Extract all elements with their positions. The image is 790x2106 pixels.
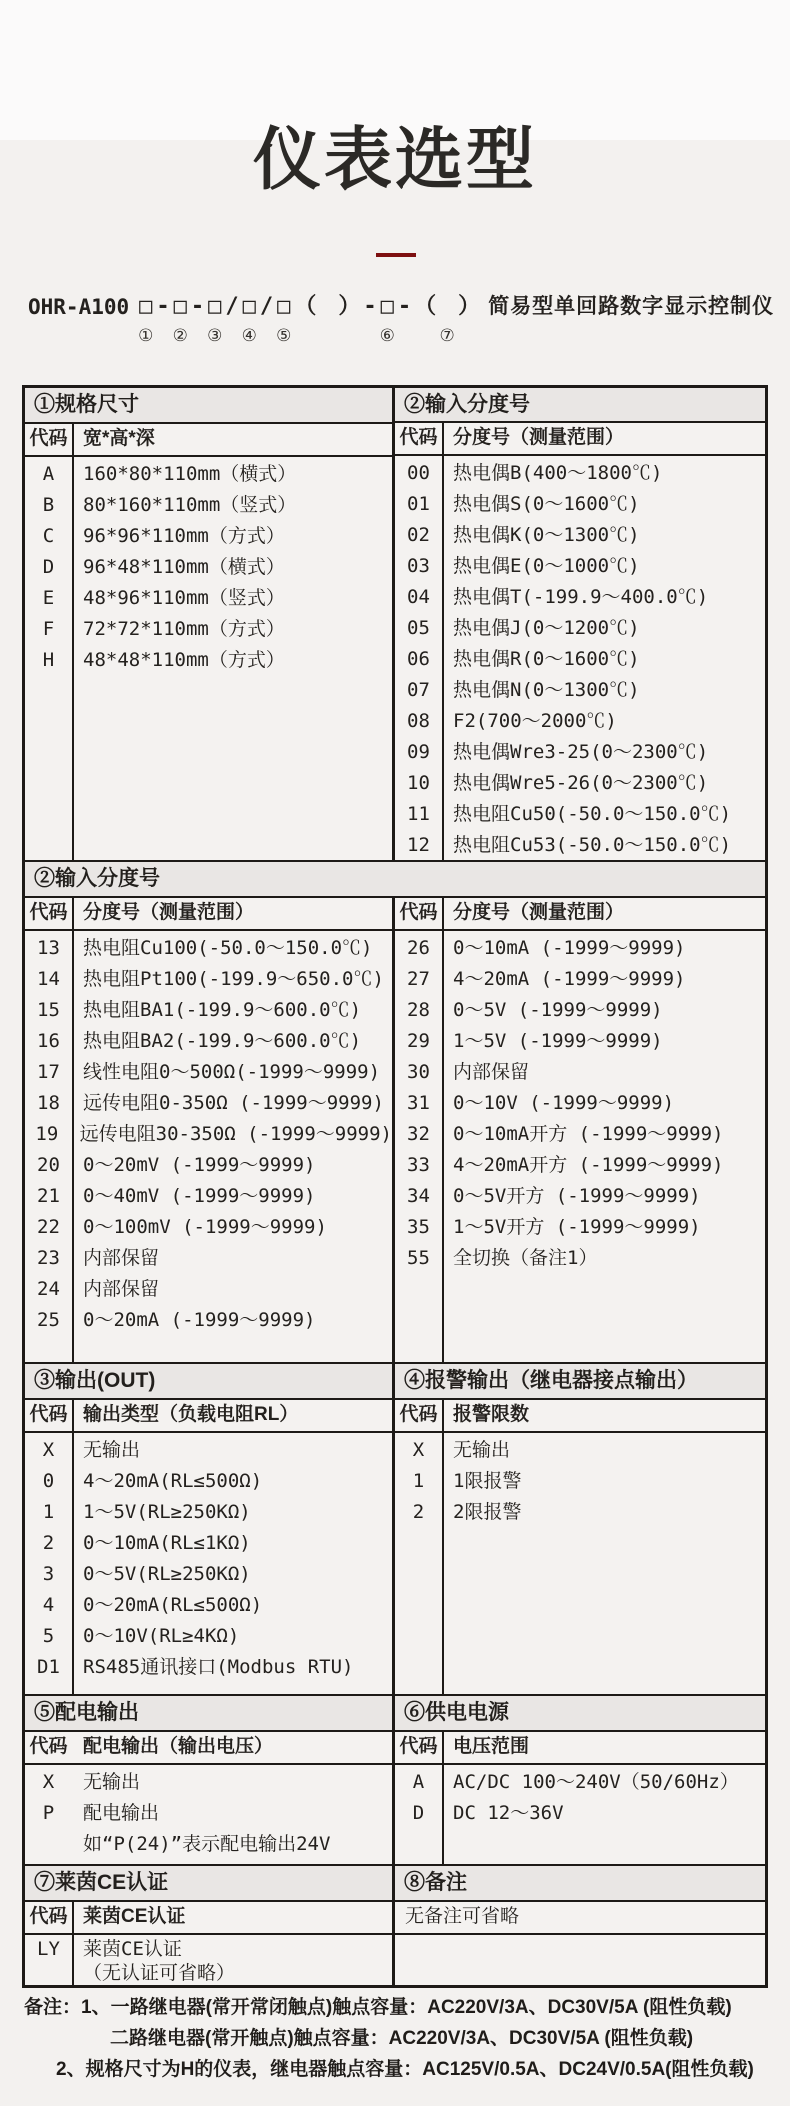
model-code-line [28, 292, 774, 346]
row-code: 23 [37, 1247, 60, 1269]
row-desc: 无输出 [83, 1439, 141, 1461]
row-desc: 0～40mV (-1999～9999) [83, 1185, 316, 1207]
row-code: 00 [407, 462, 430, 484]
footnote-line: 备注：1、一路继电器(常开常闭触点)触点容量：AC220V/3A、DC30V/5A (阻性负载) [24, 1997, 732, 2018]
row-code: 31 [407, 1092, 430, 1114]
row-desc: 0～10V (-1999～9999) [453, 1092, 675, 1114]
table-row [395, 1243, 765, 1274]
column-divider [72, 424, 74, 860]
row-desc: 0～5V(RL≥250KΩ) [83, 1563, 251, 1585]
section-input-range-b-title: ②输入分度号 [25, 862, 765, 898]
block-size-and-input [25, 388, 765, 860]
row-desc: 1～5V(RL≥250KΩ) [83, 1501, 251, 1523]
block-cert-and-remark [25, 1864, 765, 1985]
table-row [395, 458, 765, 489]
model-field-box: □ [208, 294, 222, 319]
table-row [25, 1274, 392, 1305]
row-desc: 0～10V(RL≥4KΩ) [83, 1625, 240, 1647]
section-size-spec-title: ①规格尺寸 [25, 388, 392, 424]
section-remark [395, 1866, 765, 1985]
col-header-desc: 报警限数 [453, 1404, 530, 1425]
row-desc: F2(700～2000℃) [453, 710, 617, 732]
col-header-code: 代码 [399, 1736, 438, 1757]
table-row [395, 1119, 765, 1150]
model-token [207, 292, 222, 346]
table-row [25, 1466, 392, 1497]
row-desc: 无输出 [83, 1771, 141, 1793]
row-code: 34 [407, 1185, 430, 1207]
row-desc: 0～20mA(RL≤500Ω) [83, 1594, 263, 1616]
table-row [395, 1497, 765, 1528]
row-code [25, 1961, 72, 1985]
table-row [25, 1305, 392, 1336]
row-code: C [42, 525, 55, 547]
table-row [25, 490, 392, 521]
row-code: 15 [37, 999, 60, 1021]
table-row [25, 933, 392, 964]
row-desc: 0～20mV (-1999～9999) [83, 1154, 316, 1176]
table-row [25, 521, 392, 552]
row-desc: 0～10mA (-1999～9999) [453, 937, 686, 959]
table-row [25, 964, 392, 995]
row-code: 13 [37, 937, 60, 959]
table-row [395, 768, 765, 799]
row-code: 55 [407, 1247, 430, 1269]
table-row [395, 1057, 765, 1088]
row-code: 17 [37, 1061, 60, 1083]
row-desc: 热电阻Pt100(-199.9～650.0℃) [83, 968, 384, 990]
table-row [25, 1590, 392, 1621]
col-header-code: 代码 [29, 902, 68, 923]
model-field-box: （ ） [294, 294, 361, 319]
table-row [395, 1181, 765, 1212]
section-output [25, 1364, 395, 1694]
model-field-box: □ [277, 294, 291, 319]
col-header-code: 代码 [399, 902, 438, 923]
row-desc: 4～20mA(RL≤500Ω) [83, 1470, 263, 1492]
table-row [395, 799, 765, 830]
row-desc: 全切换（备注1） [453, 1247, 598, 1269]
table-row [395, 675, 765, 706]
row-code: P [42, 1802, 55, 1824]
row-desc: （无认证可省略） [83, 1962, 236, 1984]
model-token [294, 292, 360, 346]
model-field-box: □ [139, 294, 153, 319]
row-code: 02 [407, 524, 430, 546]
model-field-box: - [156, 294, 170, 319]
row-desc: 2限报警 [453, 1501, 522, 1523]
row-code: 19 [35, 1123, 59, 1145]
row-desc: 内部保留 [83, 1278, 160, 1300]
row-code: 20 [37, 1154, 60, 1176]
table-row [25, 583, 392, 614]
column-divider [72, 1902, 74, 1985]
table-row [25, 1057, 392, 1088]
model-token [260, 292, 273, 346]
row-desc: 48*96*110mm（竖式） [83, 587, 285, 609]
section-distribution-output-title: ⑤配电输出 [25, 1696, 392, 1732]
row-desc: 0～5V开方 (-1999～9999) [453, 1185, 701, 1207]
row-code: 16 [37, 1030, 60, 1052]
table-row [395, 964, 765, 995]
table-row [25, 1652, 392, 1683]
table-row [25, 459, 392, 490]
row-code: 29 [407, 1030, 430, 1052]
col-header-desc: 分度号（测量范围） [83, 902, 255, 923]
row-desc: 160*80*110mm（横式） [83, 463, 297, 485]
footnote-line: 二路继电器(常开触点)触点容量：AC220V/3A、DC30V/5A (阻性负载) [110, 2028, 694, 2049]
model-field-box: / [225, 294, 239, 319]
row-desc: 热电偶N(0～1300℃) [453, 679, 640, 701]
section-ce-cert [25, 1866, 395, 1985]
model-token [414, 292, 480, 346]
row-code: 18 [37, 1092, 60, 1114]
row-code: D1 [37, 1656, 60, 1678]
row-desc: 线性电阻0～500Ω(-1999～9999) [83, 1061, 381, 1083]
section-size-spec [25, 388, 395, 860]
row-desc: 96*96*110mm（方式） [83, 525, 285, 547]
col-header-code: 代码 [29, 1906, 68, 1927]
table-row [395, 1026, 765, 1057]
model-field-box: - [363, 294, 377, 319]
col-header-desc: 分度号（测量范围） [453, 902, 625, 923]
model-field-box: □ [173, 294, 187, 319]
table-row [395, 520, 765, 551]
row-code: 2 [412, 1501, 425, 1523]
remark-note: 无备注可省略 [395, 1902, 765, 1935]
col-header-desc: 输出类型（负载电阻RL） [83, 1404, 299, 1425]
table-row [395, 644, 765, 675]
row-desc: 80*160*110mm（竖式） [83, 494, 297, 516]
row-code: 5 [42, 1625, 55, 1647]
subheader-row [25, 1902, 392, 1935]
row-code: 28 [407, 999, 430, 1021]
row-desc: 0～20mA (-1999～9999) [83, 1309, 316, 1331]
row-desc: 远传电阻0-350Ω (-1999～9999) [83, 1092, 384, 1114]
column-divider [442, 1400, 444, 1694]
table-row [25, 614, 392, 645]
table-row [395, 706, 765, 737]
row-desc: 热电阻Cu53(-50.0～150.0℃) [453, 834, 732, 856]
model-token [173, 292, 188, 346]
row-code [25, 1829, 72, 1860]
table-row [395, 737, 765, 768]
row-code: 11 [407, 803, 430, 825]
row-code: 32 [407, 1123, 430, 1145]
row-code: 22 [37, 1216, 60, 1238]
model-token [363, 292, 376, 346]
table-row [25, 1435, 392, 1466]
table-row [395, 995, 765, 1026]
table-row [25, 1767, 392, 1798]
table-row [25, 1150, 392, 1181]
row-code: 24 [37, 1278, 60, 1300]
table-row [25, 1181, 392, 1212]
row-code: X [42, 1439, 55, 1461]
row-code: D [412, 1802, 425, 1824]
row-desc: 48*48*110mm（方式） [83, 649, 285, 671]
table-row [25, 1497, 392, 1528]
row-desc: 热电偶B(400～1800℃) [453, 462, 663, 484]
row-desc: RS485通讯接口(Modbus RTU) [83, 1656, 354, 1678]
row-desc: 96*48*110mm（横式） [83, 556, 285, 578]
row-code: 30 [407, 1061, 430, 1083]
row-desc: 热电阻Cu50(-50.0～150.0℃) [453, 803, 732, 825]
model-suffix: 简易型单回路数字显示控制仪 [488, 295, 775, 318]
section-power-supply-title: ⑥供电电源 [395, 1696, 765, 1732]
table-row [25, 1088, 392, 1119]
subheader-row [395, 1400, 765, 1433]
row-desc: 0～5V (-1999～9999) [453, 999, 663, 1021]
model-field-number: ④ [241, 326, 257, 345]
row-code: 4 [42, 1594, 55, 1616]
table-row [395, 551, 765, 582]
row-desc: 72*72*110mm（方式） [83, 618, 285, 640]
table-row [25, 1621, 392, 1652]
row-code: 10 [407, 772, 430, 794]
row-desc: 4～20mA (-1999～9999) [453, 968, 686, 990]
model-field-number: ③ [207, 326, 223, 345]
table-row [25, 995, 392, 1026]
col-header-desc: 宽*高*深 [83, 428, 155, 449]
row-desc: 热电阻BA2(-199.9～600.0℃) [83, 1030, 362, 1052]
row-desc: 远传电阻30-350Ω (-1999～9999) [79, 1123, 392, 1145]
section-input-range-b [25, 860, 765, 1362]
model-token [156, 292, 169, 346]
col-header-code: 代码 [29, 1736, 68, 1757]
model-token-strip [138, 292, 480, 346]
model-field-box: （ ） [414, 294, 481, 319]
row-desc: 热电偶R(0～1600℃) [453, 648, 640, 670]
model-prefix: OHR-A100 [28, 295, 130, 319]
section-distribution-output [25, 1696, 395, 1864]
row-code: 1 [42, 1501, 55, 1523]
row-desc: 内部保留 [453, 1061, 530, 1083]
row-desc: 热电偶Wre5-26(0～2300℃) [453, 772, 709, 794]
section-remark-title: ⑧备注 [395, 1866, 765, 1902]
table-row [25, 645, 392, 676]
subheader-row [25, 898, 392, 931]
col-header-code: 代码 [399, 1404, 438, 1425]
subheader-row [395, 1732, 765, 1765]
row-code: 3 [42, 1563, 55, 1585]
model-token [398, 292, 411, 346]
section-output-title: ③输出(OUT) [25, 1364, 392, 1400]
row-desc: 1～5V (-1999～9999) [453, 1030, 663, 1052]
row-code: 12 [407, 834, 430, 856]
row-desc: 如“P(24)”表示配电输出24V [83, 1833, 331, 1855]
row-code: X [412, 1439, 425, 1461]
table-row [25, 1559, 392, 1590]
row-desc: 0～10mA(RL≤1KΩ) [83, 1532, 251, 1554]
column-divider [72, 1400, 74, 1694]
row-code: E [42, 587, 55, 609]
title-divider [376, 253, 416, 257]
col-header-code: 代码 [29, 428, 68, 449]
subheader-row [395, 898, 765, 931]
model-token [225, 292, 238, 346]
subheader-row [25, 424, 392, 457]
row-code: 09 [407, 741, 430, 763]
model-token [138, 292, 153, 346]
model-field-number: ① [138, 326, 154, 345]
row-code: LY [37, 1938, 60, 1960]
table-row [25, 1212, 392, 1243]
row-code: 03 [407, 555, 430, 577]
table-row [395, 933, 765, 964]
table-row [25, 1528, 392, 1559]
section-alarm-output [395, 1364, 765, 1694]
row-code: F [42, 618, 55, 640]
col-header-desc: 电压范围 [453, 1736, 530, 1757]
model-field-number: ② [172, 326, 188, 345]
col-header-desc: 莱茵CE认证 [83, 1906, 186, 1927]
row-code: 08 [407, 710, 430, 732]
column-divider [442, 1732, 444, 1864]
col-header-desc: 分度号（测量范围） [453, 427, 625, 448]
row-code: D [42, 556, 55, 578]
section-input-range-a [395, 388, 765, 860]
row-code: 0 [42, 1470, 55, 1492]
column-divider [442, 898, 444, 1362]
column-divider [72, 898, 74, 1362]
row-desc: 4～20mA开方 (-1999～9999) [453, 1154, 724, 1176]
row-code: 33 [407, 1154, 430, 1176]
table-row [395, 1767, 765, 1798]
row-code: X [42, 1771, 55, 1793]
model-field-box: / [259, 294, 274, 319]
row-desc: 内部保留 [83, 1247, 160, 1269]
table-row [395, 1435, 765, 1466]
model-field-number: ⑦ [439, 326, 455, 345]
col-header-code: 代码 [399, 427, 438, 448]
table-row [395, 489, 765, 520]
col-header-desc: 配电输出（输出电压） [83, 1736, 274, 1757]
row-desc: 莱茵CE认证 [83, 1938, 182, 1960]
row-desc: 热电偶E(0～1000℃) [453, 555, 640, 577]
table-row [25, 1243, 392, 1274]
row-code: 26 [407, 937, 430, 959]
row-desc: 热电偶Wre3-25(0～2300℃) [453, 741, 709, 763]
subheader-row [25, 1400, 392, 1433]
model-token [242, 292, 257, 346]
section-power-supply [395, 1696, 765, 1864]
row-code: 01 [407, 493, 430, 515]
model-token [276, 292, 291, 346]
footnote-line: 2、规格尺寸为H的仪表，继电器触点容量：AC125V/0.5A、DC24V/0.5A(阻性负载) [56, 2059, 754, 2080]
row-desc: 热电偶T(-199.9～400.0℃) [453, 586, 709, 608]
table-row [395, 1088, 765, 1119]
table-row [395, 582, 765, 613]
row-code: A [42, 463, 55, 485]
row-code: 21 [37, 1185, 60, 1207]
subheader-row [25, 1732, 392, 1765]
table-row [25, 1829, 392, 1860]
table-row [25, 1798, 392, 1829]
table-row [25, 1026, 392, 1057]
row-code: H [42, 649, 55, 671]
model-token [380, 292, 395, 346]
row-code: 27 [407, 968, 430, 990]
row-desc: AC/DC 100～240V（50/60Hz） [453, 1771, 739, 1793]
row-desc: 0～100mV (-1999～9999) [83, 1216, 327, 1238]
model-field-box: - [397, 294, 412, 319]
row-desc: 1限报警 [453, 1470, 522, 1492]
section-ce-cert-title: ⑦莱茵CE认证 [25, 1866, 392, 1902]
footnotes [24, 1992, 779, 2085]
subheader-row [395, 423, 765, 456]
table-row [25, 552, 392, 583]
row-code: 07 [407, 679, 430, 701]
row-desc: DC 12～36V [453, 1802, 564, 1824]
table-row [395, 1466, 765, 1497]
block-distribution-and-power [25, 1694, 765, 1864]
row-desc: 热电阻BA1(-199.9～600.0℃) [83, 999, 362, 1021]
row-desc: 热电偶K(0～1300℃) [453, 524, 640, 546]
section-alarm-output-title: ④报警输出（继电器接点输出） [395, 1364, 765, 1400]
model-field-box: □ [242, 294, 256, 319]
table-row [25, 1937, 392, 1961]
row-desc: 热电偶S(0～1600℃) [453, 493, 640, 515]
model-field-box: - [190, 294, 205, 319]
row-desc: 热电阻Cu100(-50.0～150.0℃) [83, 937, 373, 959]
row-code: 1 [412, 1470, 425, 1492]
model-field-number: ⑤ [276, 326, 292, 345]
row-code: 04 [407, 586, 430, 608]
table-row [395, 1150, 765, 1181]
table-row [25, 1119, 392, 1150]
row-desc: 1～5V开方 (-1999～9999) [453, 1216, 701, 1238]
model-field-number: ⑥ [379, 326, 395, 345]
column-divider [442, 423, 444, 861]
row-code: 35 [407, 1216, 430, 1238]
table-row [395, 613, 765, 644]
page-title: 仪表选型 [252, 122, 537, 198]
row-desc: 无输出 [453, 1439, 511, 1461]
row-code: A [412, 1771, 425, 1793]
model-field-box: □ [380, 294, 394, 319]
row-code: 05 [407, 617, 430, 639]
row-code: 25 [37, 1309, 60, 1331]
row-desc: 热电偶J(0～1200℃) [453, 617, 640, 639]
table-row [395, 1212, 765, 1243]
row-code: 06 [407, 648, 430, 670]
section-input-range-a-title: ②输入分度号 [395, 388, 765, 423]
row-code: 14 [37, 968, 60, 990]
table-row [25, 1961, 392, 1985]
block-output-and-alarm [25, 1362, 765, 1694]
row-code: B [42, 494, 55, 516]
table-row [395, 830, 765, 861]
col-header-code: 代码 [29, 1404, 68, 1425]
table-row [395, 1798, 765, 1829]
row-desc: 0～10mA开方 (-1999～9999) [453, 1123, 724, 1145]
model-token [191, 292, 204, 346]
row-code: 2 [42, 1532, 55, 1554]
row-desc: 配电输出 [83, 1802, 160, 1824]
selection-table [22, 385, 768, 1988]
